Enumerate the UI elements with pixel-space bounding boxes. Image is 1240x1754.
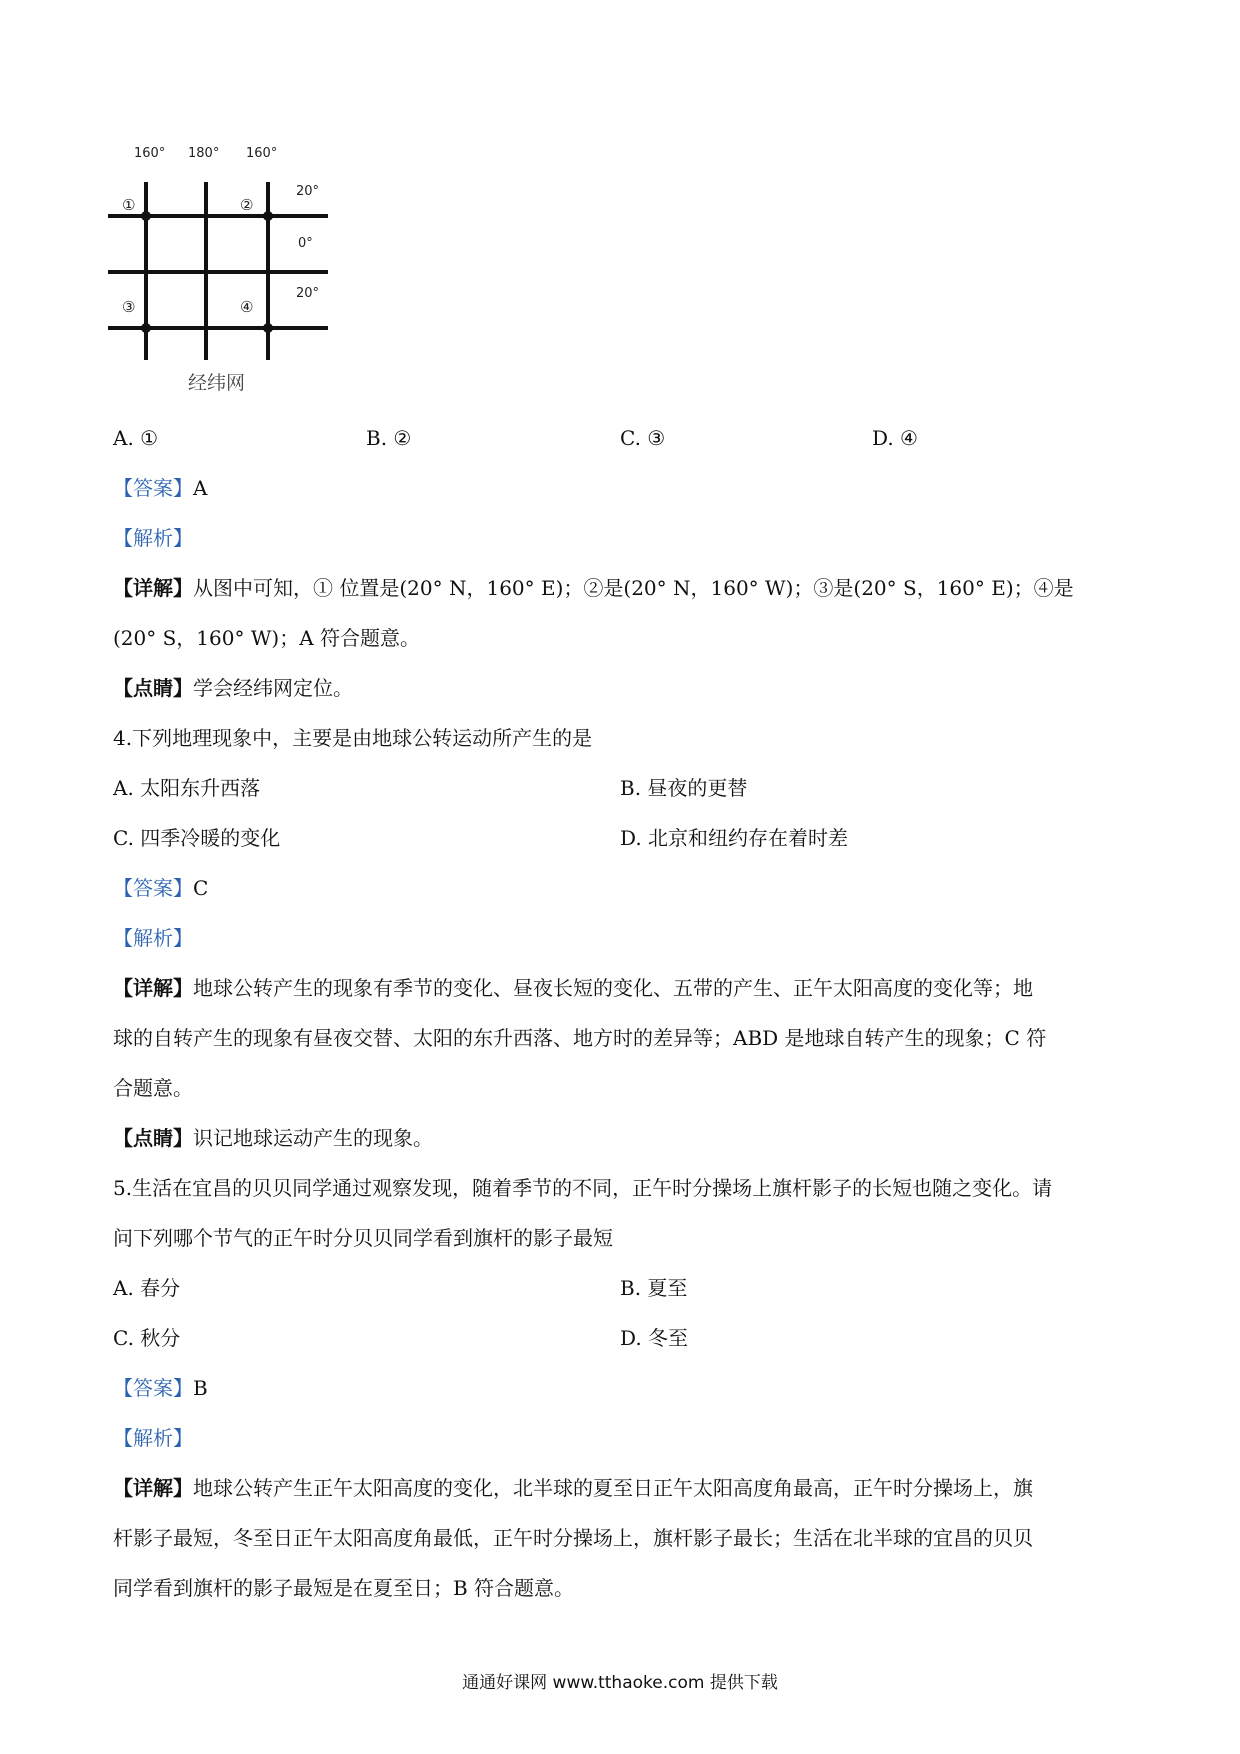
q4-option-c: C. 四季冷暖的变化 [113,826,281,850]
q4-detail-line-1 [113,973,1033,1003]
analysis-tag: 【解析】 [113,926,193,950]
answer-tag: 【答案】 [113,476,193,500]
q5-option-d: D. 冬至 [620,1326,689,1350]
q3-option-b: B. ② [366,426,412,450]
q5-option-c: C. 秋分 [113,1326,181,1350]
q5-answer [113,1373,208,1403]
lat-lon-grid-figure [108,146,368,400]
comment-text: 学会经纬网定位。 [193,676,353,700]
point-label-3: ③ [122,298,136,316]
q3-detail-line-2: (20° S，160° W)；A 符合题意。 [113,626,421,650]
analysis-tag: 【解析】 [113,1426,193,1450]
q4-answer [113,873,208,903]
lat-label-2: 0° [298,236,313,251]
q3-detail-line-1 [113,573,1074,603]
detail-tag: 【详解】 [113,576,193,600]
q5-detail-line-3: 同学看到旗杆的影子最短是在夏至日；B 符合题意。 [113,1576,575,1600]
comment-tag: 【点睛】 [113,676,193,700]
q4-detail-line-2: 球的自转产生的现象有昼夜交替、太阳的东升西落、地方时的差异等；ABD 是地球自转产生的现象；C 符 [113,1026,1047,1050]
q5-title-line-1: 5.生活在宜昌的贝贝同学通过观察发现，随着季节的不同，正午时分操场上旗杆影子的长短也随之变化。请 [113,1176,1053,1200]
detail-text: 从图中可知，① 位置是(20° N，160° E)；②是(20° N，160° W)；③是(20° S，160° E)；④是 [193,576,1074,600]
detail-text: 地球公转产生正午太阳高度的变化，北半球的夏至日正午太阳高度角最高，正午时分操场上，旗 [193,1476,1033,1500]
detail-tag: 【详解】 [113,1476,193,1500]
q3-option-a: A. ① [113,426,159,450]
detail-text: 地球公转产生的现象有季节的变化、昼夜长短的变化、五带的产生、正午太阳高度的变化等；地 [193,976,1033,1000]
q5-detail-line-2: 杆影子最短，冬至日正午太阳高度角最低，正午时分操场上，旗杆影子最长；生活在北半球的宜昌的贝贝 [113,1526,1033,1550]
point-1-dot [141,211,151,221]
point-3-dot [141,323,151,333]
point-label-1: ① [122,196,136,214]
q3-analysis [113,523,193,553]
q5-analysis [113,1423,193,1453]
q5-option-b: B. 夏至 [620,1276,688,1300]
detail-tag: 【详解】 [113,976,193,1000]
analysis-tag: 【解析】 [113,526,193,550]
q4-option-d: D. 北京和纽约存在着时差 [620,826,849,850]
lon-label-3: 160° [246,146,278,161]
q5-option-a: A. 春分 [113,1276,181,1300]
q4-detail-line-3: 合题意。 [113,1076,193,1100]
lat-label-1: 20° [296,184,320,199]
point-label-4: ④ [240,298,254,316]
figure-caption: 经纬网 [188,372,246,394]
q5-title-line-2: 问下列哪个节气的正午时分贝贝同学看到旗杆的影子最短 [113,1226,613,1250]
q4-option-b: B. 昼夜的更替 [620,776,748,800]
answer-value: C [193,876,209,900]
comment-tag: 【点睛】 [113,1126,193,1150]
q3-answer [113,473,207,503]
answer-tag: 【答案】 [113,1376,193,1400]
q3-option-c: C. ③ [620,426,666,450]
q5-detail-line-1 [113,1473,1033,1503]
lat-lon-grid [108,160,368,360]
q3-comment [113,673,353,703]
answer-value: A [193,476,208,500]
comment-text: 识记地球运动产生的现象。 [193,1126,433,1150]
lat-label-3: 20° [296,286,320,301]
point-label-2: ② [240,196,254,214]
answer-value: B [193,1376,208,1400]
point-2-dot [263,211,273,221]
q4-title: 4.下列地理现象中，主要是由地球公转运动所产生的是 [113,726,593,750]
q4-analysis [113,923,193,953]
q4-comment [113,1123,433,1153]
lon-label-1: 160° [134,146,166,161]
q4-option-a: A. 太阳东升西落 [113,776,261,800]
lon-label-2: 180° [188,146,220,161]
q3-option-d: D. ④ [872,426,918,450]
page-footer: 通通好课网 www.tthaoke.com 提供下载 [462,1673,778,1693]
answer-tag: 【答案】 [113,876,193,900]
point-4-dot [263,323,273,333]
